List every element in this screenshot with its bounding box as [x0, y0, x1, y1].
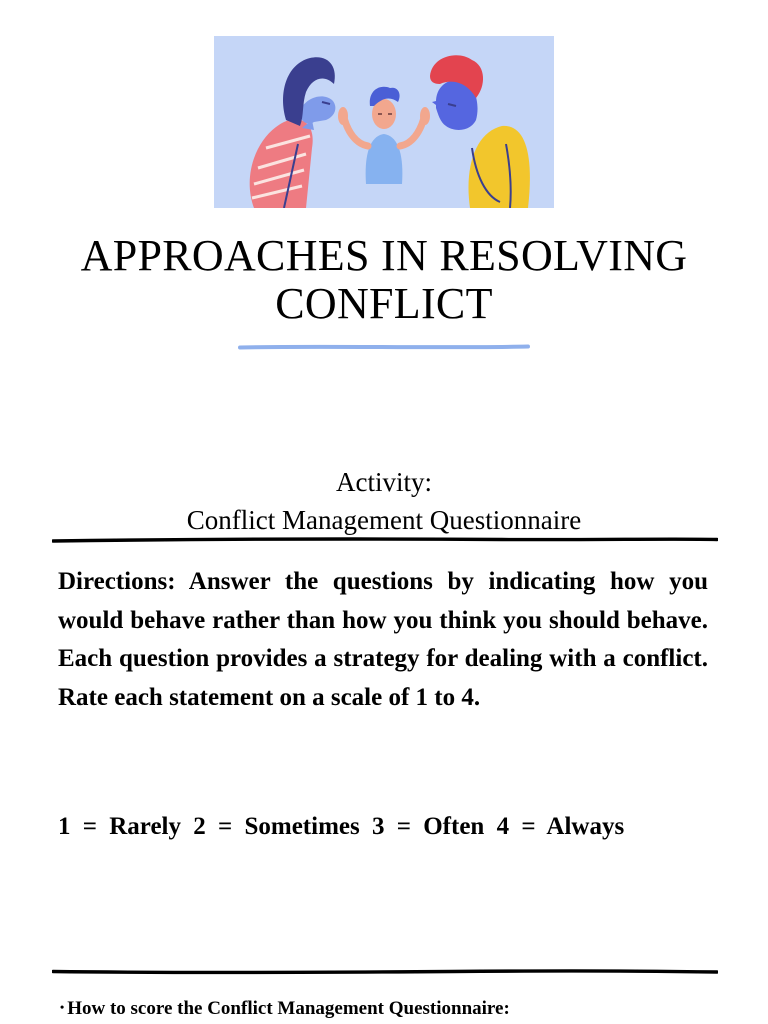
section-divider-top [52, 536, 718, 544]
activity-label: Activity: [336, 467, 432, 497]
section-divider-bottom [52, 968, 718, 976]
family-conflict-illustration [214, 36, 554, 208]
rating-scale-box [58, 808, 708, 864]
page-title-line-1: APPROACHES IN RESOLVING [80, 231, 688, 280]
directions-paragraph: Directions: Answer the questions by indicating how you would behave rather than how you think you should behave. Each question provides a strategy for dealing with a conflict. Rate each statement on a scale of 1 to 4. [58, 568, 708, 711]
page-title [0, 232, 768, 328]
page-title-line-2: CONFLICT [275, 279, 493, 328]
scoring-bullet-item [60, 995, 510, 1021]
activity-heading [0, 463, 768, 539]
bullet-dot-icon: • [60, 1000, 65, 1014]
title-underline [238, 344, 530, 350]
activity-name: Conflict Management Questionnaire [186, 505, 582, 535]
scoring-bullet-text: How to score the Conflict Management Questionnaire: [67, 998, 510, 1019]
rating-scale: 1 = Rarely 2 = Sometimes 3 = Often 4 = Always [58, 813, 625, 840]
